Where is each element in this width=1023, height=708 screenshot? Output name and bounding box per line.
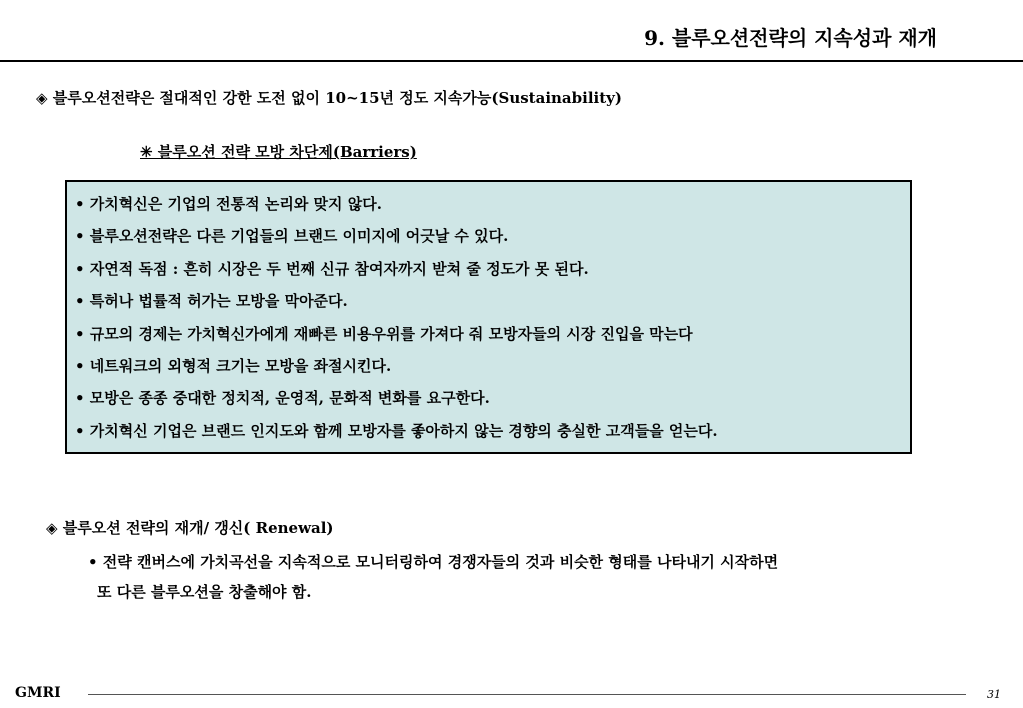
barrier-item: • 가치혁신 기업은 브랜드 인지도와 함께 모방자를 좋아하지 않는 경향의 충실한 고객들을 얻는다. [75,421,718,440]
page-number: 31 [987,688,1001,701]
barriers-subheading: ✳ 블루오션 전략 모방 차단제(Barriers) [140,143,417,161]
renewal-line: 또 다른 블루오션을 창출해야 함. [97,583,312,601]
renewal-heading: ◈ 블루오션 전략의 재개/ 갱신( Renewal) [46,519,334,537]
footer-logo-text: GMRI [15,685,61,701]
barrier-item: • 특허나 법률적 허가는 모방을 막아준다. [75,292,348,311]
renewal-body [88,547,778,607]
barrier-item: • 네트워크의 외형적 크기는 모방을 좌절시킨다. [75,356,392,375]
barrier-item: • 가치혁신은 기업의 전통적 논리와 맞지 않다. [75,195,382,213]
barrier-item: • 자연적 독점 : 흔히 시장은 두 번째 신규 참여자까지 받쳐 줄 정도가 못 된다. [75,259,589,278]
barrier-item: • 규모의 경제는 가치혁신가에게 재빠른 비용우위를 가져다 줘 모방자들의 시장 진입을 막는다 [75,324,693,343]
footer-divider [88,694,966,695]
renewal-line: • 전략 캔버스에 가치곡선을 지속적으로 모니터링하여 경쟁자들의 것과 비슷한 형태를 나타내기 시작하면 [88,553,779,571]
slide-title: 9. 블루오션전략의 지속성과 재개 [644,26,937,50]
barrier-item: • 블루오션전략은 다른 기업들의 브랜드 이미지에 어긋날 수 있다. [75,227,509,246]
barriers-list-box [65,180,912,454]
sustainability-heading: ◈ 블루오션전략은 절대적인 강한 도전 없이 10~15년 정도 지속가능(Sustainability) [36,89,622,107]
title-divider [0,60,1023,62]
barrier-item: • 모방은 종종 중대한 정치적, 운영적, 문화적 변화를 요구한다. [75,389,490,408]
